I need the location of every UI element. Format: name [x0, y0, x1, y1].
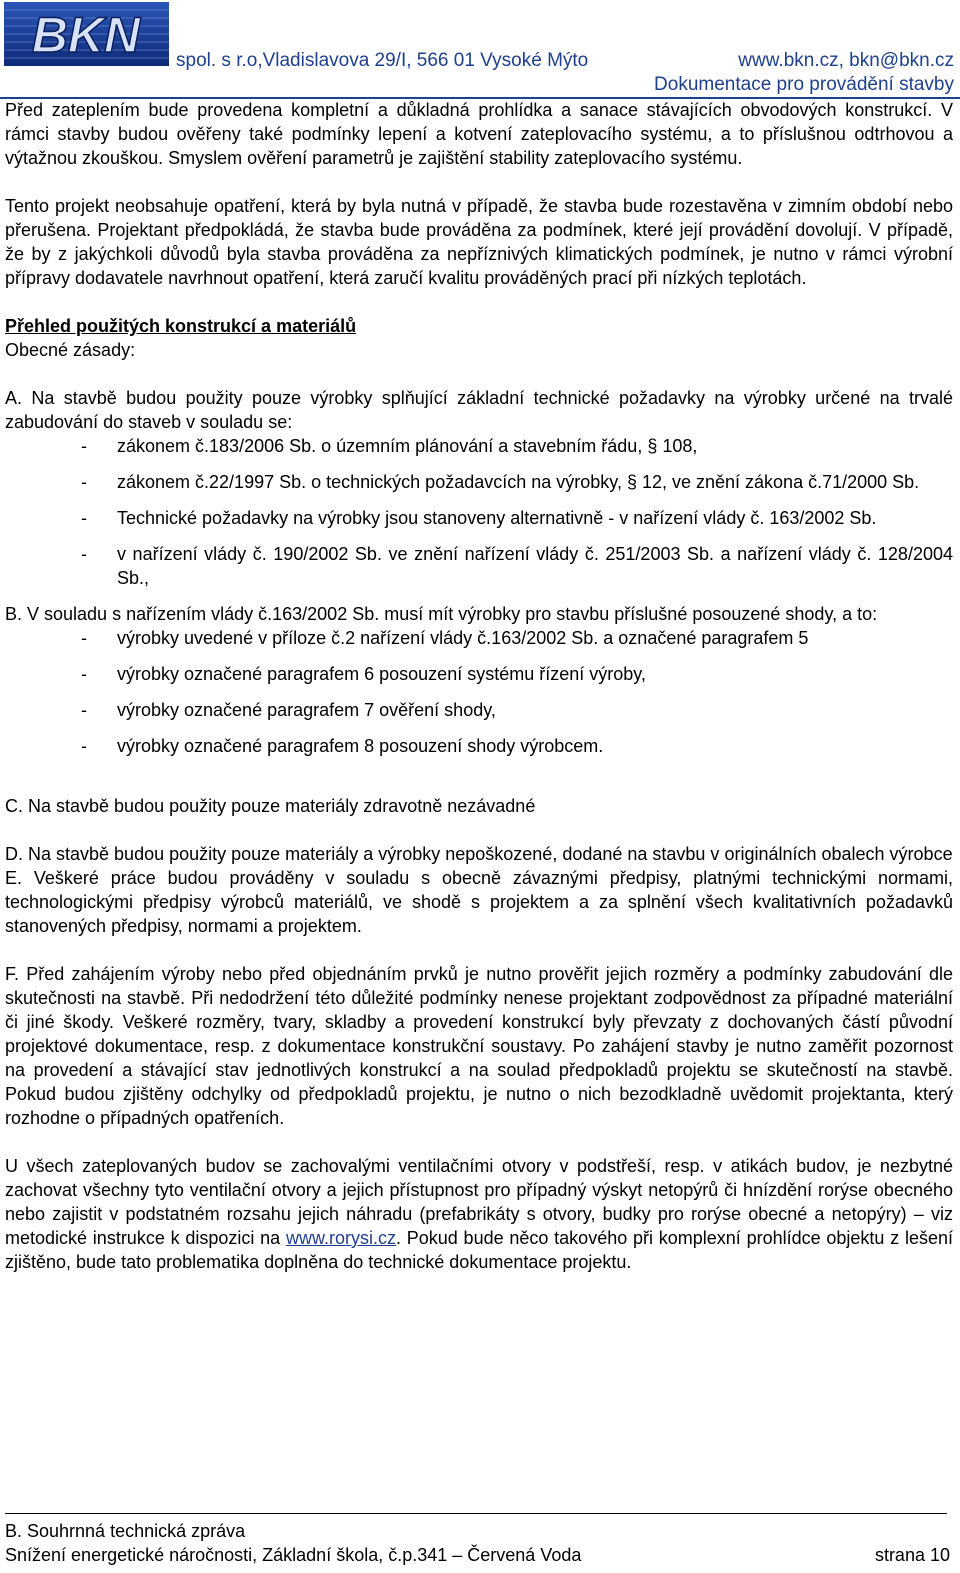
list-item	[5, 434, 953, 458]
list-item-text: výrobky uvedené v příloze č.2 nařízení vlády č.163/2002 Sb. a označené paragrafem 5	[117, 628, 809, 648]
spacer	[5, 530, 953, 542]
dash-marker: -	[81, 472, 87, 492]
footer-project-name: Snížení energetické náročnosti, Základní škola, č.p.341 – Červená Voda	[5, 1545, 582, 1565]
list-item	[5, 542, 953, 590]
logo-text: BKN	[31, 7, 141, 63]
section-heading: Přehled použitých konstrukcí a materiálů	[5, 316, 357, 336]
list-item-text: výrobky označené paragrafem 6 posouzení systému řízení výroby,	[117, 664, 646, 684]
ventilation-text-end: . Pokud bude něco takového při komplexní prohlídce objektu z lešení zjištěno, bude tato problematika doplněna do technické dokumentace projektu.	[5, 1228, 954, 1272]
spacer	[5, 722, 953, 734]
item-e: E. Veškeré práce budou prováděny v souladu s obecně závaznými předpisy, platnými technickými normami, technologickými předpisy výrobců materiálů, ve shodě s projektem a za splnění všech kvalitativních požadavků stanovených předpisy, normami a projektem.	[5, 868, 953, 936]
dash-marker: -	[81, 436, 87, 456]
ventilation-text: U všech zateplovaných budov se zachovalými ventilačními otvory v podstřeší, resp. v atikách budov, je nezbytné zachovat všechny tyto ventilační otvory a jejich přístupnost pro případný výskyt netopýrů či hnízdění rorýse obecného nebo zajistit v podstatném rozsahu jejich náhradu (prefabrikáty s otvory, budky pro rorýse obecné a netopýry) – viz metodické instrukce k dispozici na	[5, 1156, 953, 1248]
list-item-text: výrobky označené paragrafem 8 posouzení shody výrobcem.	[117, 736, 604, 756]
spacer	[5, 590, 953, 602]
spacer	[5, 458, 953, 470]
list-item	[5, 662, 953, 686]
page-header	[0, 0, 960, 100]
spacer	[5, 650, 953, 662]
paragraph-winter-conditions: Tento projekt neobsahuje opatření, která by byla nutná v případě, že stavba bude rozestavěna v zimním období nebo přerušena. Projektant předpokládá, že stavba bude prováděna za podmínek, které její provádění dovolují. V případě, že by z jakýchkoli důvodů byla stavba prováděna za nepříznivých klimatických podmínek, je nutno v rámci výrobní přípravy dodavatele navrhnout opatření, která zaručí kvalitu prováděných prací při nízkých teplotách.	[5, 196, 953, 288]
paragraph-ventilation	[5, 1154, 953, 1274]
spacer	[5, 782, 953, 794]
dash-marker: -	[81, 664, 87, 684]
spacer	[5, 494, 953, 506]
footer-divider	[5, 1513, 947, 1514]
page-number: strana 10	[874, 1545, 950, 1565]
list-item	[5, 626, 953, 650]
list-item-text: v nařízení vlády č. 190/2002 Sb. ve znění nařízení vlády č. 251/2003 Sb. a nařízení vlády č. 128/2004 Sb.,	[117, 544, 953, 588]
dash-marker: -	[81, 508, 87, 528]
item-d: D. Na stavbě budou použity pouze materiály a výrobky nepoškozené, dodané na stavbu v originálních obalech výrobce	[5, 844, 953, 864]
spacer	[5, 758, 953, 782]
spacer	[5, 290, 953, 314]
company-web-email: www.bkn.cz, bkn@bkn.cz	[738, 50, 954, 71]
spacer	[5, 170, 953, 194]
item-c: C. Na stavbě budou použity pouze materiály zdravotně nezávadné	[5, 796, 536, 816]
document-type: Dokumentace pro provádění stavby	[654, 74, 954, 95]
spacer	[5, 1130, 953, 1154]
item-a-intro: A. Na stavbě budou použity pouze výrobky splňující základní technické požadavky na výrobky určené na trvalé zabudování do staveb v souladu se:	[5, 388, 953, 432]
rorysi-link[interactable]: www.rorysi.cz	[285, 1228, 396, 1248]
dash-marker: -	[81, 544, 87, 564]
list-item-text: zákonem č.22/1997 Sb. o technických požadavcích na výrobky, § 12, ve znění zákona č.71/2000 Sb.	[117, 472, 920, 492]
item-b-intro: B. V souladu s nařízením vlády č.163/2002 Sb. musí mít výrobky pro stavbu příslušné posouzené shody, a to:	[5, 604, 878, 624]
item-f: F. Před zahájením výroby nebo před objednáním prvků je nutno prověřit jejich rozměry a podmínky zabudování dle skutečnosti na stavbě. Při nedodržení této důležité podmínky nenese projektant zodpovědnost za případné materiální či jiné škody. Veškeré rozměry, tvary, skladby a provedení konstrukcí byly převzaty z dochovaných částí původní projektové dokumentace, resp. z dokumentace konstrukční soustavy. Po zahájení stavby je nutno zaměřit pozornost na provedení a stávající stav jednotlivých konstrukcí a na soulad předpokladů projektu se skutečností na stavbě. Pokud budou zjištěny odchylky od předpokladů projektu, je nutno o nich bezodkladně uvědomit projektanta, který rozhodne o případných opatřeních.	[5, 964, 953, 1128]
dash-marker: -	[81, 736, 87, 756]
spacer	[5, 818, 953, 842]
list-item	[5, 470, 953, 494]
company-address: spol. s r.o,Vladislavova 29/I, 566 01 Vysoké Mýto	[176, 50, 589, 71]
list-item-text: zákonem č.183/2006 Sb. o územním plánování a stavebním řádu, § 108,	[117, 436, 698, 456]
list-item	[5, 506, 953, 530]
bkn-logo	[4, 2, 169, 66]
list-item	[5, 698, 953, 722]
spacer	[5, 686, 953, 698]
footer-section-title: B. Souhrnná technická zpráva	[5, 1521, 246, 1541]
spacer	[5, 362, 953, 386]
list-item-text: Technické požadavky na výrobky jsou stanoveny alternativně - v nařízení vlády č. 163/2002 Sb.	[117, 508, 877, 528]
list-item	[5, 734, 953, 758]
list-item-text: výrobky označené paragrafem 7 ověření shody,	[117, 700, 496, 720]
dash-marker: -	[81, 700, 87, 720]
dash-marker: -	[81, 628, 87, 648]
paragraph-inspection: Před zateplením bude provedena kompletní a důkladná prohlídka a sanace stávajících obvodových konstrukcí. V rámci stavby budou ověřeny také podmínky lepení a kotvení zateplovacího systému, a to příslušnou odtrhovou a výtažnou zkouškou. Smyslem ověření parametrů je zajištění stability zateplovacího systému.	[5, 100, 953, 168]
spacer	[5, 938, 953, 962]
document-body	[5, 98, 953, 1274]
section-subheading: Obecné zásady:	[5, 340, 136, 360]
